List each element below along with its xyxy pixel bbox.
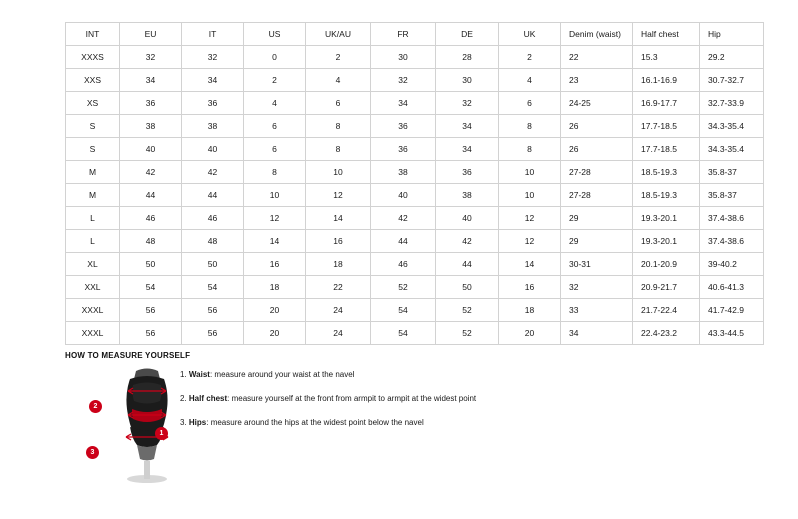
table-cell: 12 (244, 207, 306, 230)
table-cell: 2 (244, 69, 306, 92)
table-cell: 44 (371, 230, 436, 253)
table-row (66, 69, 764, 92)
table-header-cell: Half chest (633, 23, 700, 46)
table-cell: 22 (561, 46, 633, 69)
table-cell: XXXL (66, 299, 120, 322)
table-cell: 28 (436, 46, 499, 69)
table-cell: 33 (561, 299, 633, 322)
table-cell: 21.7-22.4 (633, 299, 700, 322)
table-header-cell: US (244, 23, 306, 46)
table-cell: 27-28 (561, 184, 633, 207)
table-cell: 42 (120, 161, 182, 184)
table-cell: 56 (182, 322, 244, 345)
table-cell: 8 (499, 138, 561, 161)
table-cell: 54 (120, 276, 182, 299)
table-cell: 36 (120, 92, 182, 115)
table-cell: 19.3-20.1 (633, 230, 700, 253)
table-cell: 29.2 (700, 46, 764, 69)
table-cell: 40 (120, 138, 182, 161)
table-cell: M (66, 161, 120, 184)
table-cell: 30-31 (561, 253, 633, 276)
table-cell: 36 (371, 115, 436, 138)
table-cell: 16 (306, 230, 371, 253)
table-cell: 23 (561, 69, 633, 92)
table-cell: 26 (561, 138, 633, 161)
table-cell: 10 (499, 184, 561, 207)
table-cell: 18.5-19.3 (633, 161, 700, 184)
table-cell: 34 (436, 138, 499, 161)
table-cell: 36 (371, 138, 436, 161)
table-header-cell: INT (66, 23, 120, 46)
table-header-cell: FR (371, 23, 436, 46)
table-cell: 43.3-44.5 (700, 322, 764, 345)
table-row (66, 253, 764, 276)
table-header-cell: EU (120, 23, 182, 46)
table-cell: 46 (371, 253, 436, 276)
table-cell: 18 (244, 276, 306, 299)
table-header-cell: DE (436, 23, 499, 46)
table-cell: 42 (371, 207, 436, 230)
table-header-cell: UK (499, 23, 561, 46)
table-cell: 29 (561, 230, 633, 253)
table-cell: 34 (120, 69, 182, 92)
table-cell: 20 (499, 322, 561, 345)
table-cell: 48 (182, 230, 244, 253)
table-cell: 34.3-35.4 (700, 138, 764, 161)
table-body (66, 46, 764, 345)
table-header-cell: Hip (700, 23, 764, 46)
table-cell: 2 (499, 46, 561, 69)
table-cell: 8 (244, 161, 306, 184)
table-cell: 36 (182, 92, 244, 115)
table-cell: XXXS (66, 46, 120, 69)
table-cell: 18 (306, 253, 371, 276)
step-text: : measure around your waist at the navel (209, 370, 355, 379)
table-row (66, 184, 764, 207)
table-cell: 50 (436, 276, 499, 299)
table-cell: 36 (436, 161, 499, 184)
table-cell: 42 (436, 230, 499, 253)
table-cell: 17.7-18.5 (633, 138, 700, 161)
table-cell: 38 (371, 161, 436, 184)
table-cell: 4 (306, 69, 371, 92)
table-cell: 20.9-21.7 (633, 276, 700, 299)
table-cell: 44 (120, 184, 182, 207)
table-cell: XL (66, 253, 120, 276)
table-cell: 46 (120, 207, 182, 230)
table-cell: 34 (371, 92, 436, 115)
measure-steps (180, 369, 610, 441)
table-cell: 50 (182, 253, 244, 276)
table-cell: 20 (244, 322, 306, 345)
table-cell: 34 (182, 69, 244, 92)
table-cell: XXL (66, 276, 120, 299)
step-text: : measure yourself at the front from armpit to armpit at the widest point (227, 394, 477, 403)
table-cell: 52 (436, 299, 499, 322)
table-cell: 16 (244, 253, 306, 276)
size-table-container (65, 22, 744, 345)
step-term: Waist (188, 370, 210, 379)
table-row (66, 299, 764, 322)
table-cell: 30 (371, 46, 436, 69)
table-cell: 19.3-20.1 (633, 207, 700, 230)
table-cell: 2 (306, 46, 371, 69)
table-header-row (66, 23, 764, 46)
table-cell: 18 (499, 299, 561, 322)
how-to-measure-title: HOW TO MEASURE YOURSELF (65, 351, 191, 360)
table-cell: 39-40.2 (700, 253, 764, 276)
table-cell: 14 (306, 207, 371, 230)
table-row (66, 92, 764, 115)
table-cell: 32 (561, 276, 633, 299)
step-term: Hips (188, 418, 207, 427)
table-cell: 32.7-33.9 (700, 92, 764, 115)
table-cell: S (66, 115, 120, 138)
step-number: 3. (180, 418, 187, 427)
table-cell: 24 (306, 299, 371, 322)
measure-marker-3: 3 (86, 446, 99, 459)
table-cell: 38 (120, 115, 182, 138)
table-cell: 6 (499, 92, 561, 115)
step-number: 2. (180, 394, 187, 403)
table-cell: 56 (120, 322, 182, 345)
table-cell: 32 (436, 92, 499, 115)
table-cell: 22.4-23.2 (633, 322, 700, 345)
table-cell: 8 (306, 115, 371, 138)
table-cell: 22 (306, 276, 371, 299)
table-cell: 42 (182, 161, 244, 184)
table-cell: 27-28 (561, 161, 633, 184)
table-cell: 37.4-38.6 (700, 207, 764, 230)
table-cell: 16 (499, 276, 561, 299)
table-header-cell: IT (182, 23, 244, 46)
table-cell: 15.3 (633, 46, 700, 69)
table-cell: 44 (436, 253, 499, 276)
table-cell: 18.5-19.3 (633, 184, 700, 207)
table-cell: 32 (182, 46, 244, 69)
table-cell: S (66, 138, 120, 161)
table-cell: 12 (306, 184, 371, 207)
size-conversion-table (65, 22, 764, 345)
table-row (66, 276, 764, 299)
table-cell: 54 (371, 322, 436, 345)
table-cell: 12 (499, 207, 561, 230)
table-cell: 35.8-37 (700, 161, 764, 184)
table-cell: 16.1-16.9 (633, 69, 700, 92)
table-cell: 50 (120, 253, 182, 276)
table-cell: 8 (306, 138, 371, 161)
step-term: Half chest (188, 394, 228, 403)
table-row (66, 322, 764, 345)
table-cell: 48 (120, 230, 182, 253)
table-cell: 14 (244, 230, 306, 253)
table-cell: 54 (182, 276, 244, 299)
measure-marker-2: 2 (89, 400, 102, 413)
measure-step (180, 369, 610, 380)
table-cell: 6 (306, 92, 371, 115)
step-text: : measure around the hips at the widest point below the navel (206, 418, 424, 427)
table-cell: 40.6-41.3 (700, 276, 764, 299)
table-cell: 6 (244, 115, 306, 138)
table-cell: 37.4-38.6 (700, 230, 764, 253)
table-cell: L (66, 230, 120, 253)
table-cell: 52 (371, 276, 436, 299)
table-cell: 34.3-35.4 (700, 115, 764, 138)
measure-step (180, 393, 610, 404)
step-number: 1. (180, 370, 187, 379)
table-cell: 56 (182, 299, 244, 322)
table-cell: L (66, 207, 120, 230)
table-cell: 52 (436, 322, 499, 345)
table-cell: 56 (120, 299, 182, 322)
table-row (66, 230, 764, 253)
table-row (66, 207, 764, 230)
table-row (66, 138, 764, 161)
table-cell: 35.8-37 (700, 184, 764, 207)
table-cell: 30.7-32.7 (700, 69, 764, 92)
table-cell: 32 (371, 69, 436, 92)
table-cell: 44 (182, 184, 244, 207)
table-cell: 34 (561, 322, 633, 345)
table-cell: 26 (561, 115, 633, 138)
table-cell: 30 (436, 69, 499, 92)
table-cell: 46 (182, 207, 244, 230)
table-cell: XXS (66, 69, 120, 92)
table-cell: 4 (244, 92, 306, 115)
table-cell: 41.7-42.9 (700, 299, 764, 322)
table-cell: 32 (120, 46, 182, 69)
table-cell: 16.9-17.7 (633, 92, 700, 115)
table-cell: XXXL (66, 322, 120, 345)
table-cell: 17.7-18.5 (633, 115, 700, 138)
table-header-cell: Denim (waist) (561, 23, 633, 46)
table-row (66, 46, 764, 69)
measure-marker-1: 1 (155, 427, 168, 440)
table-cell: 8 (499, 115, 561, 138)
table-cell: 40 (371, 184, 436, 207)
table-cell: 14 (499, 253, 561, 276)
table-cell: 40 (436, 207, 499, 230)
table-row (66, 115, 764, 138)
table-cell: 4 (499, 69, 561, 92)
table-cell: 54 (371, 299, 436, 322)
table-cell: XS (66, 92, 120, 115)
measure-step (180, 417, 610, 428)
table-cell: 10 (306, 161, 371, 184)
table-cell: 29 (561, 207, 633, 230)
table-cell: M (66, 184, 120, 207)
table-cell: 20 (244, 299, 306, 322)
table-row (66, 161, 764, 184)
table-cell: 6 (244, 138, 306, 161)
table-cell: 10 (244, 184, 306, 207)
table-cell: 20.1-20.9 (633, 253, 700, 276)
table-cell: 40 (182, 138, 244, 161)
table-cell: 24 (306, 322, 371, 345)
table-cell: 38 (182, 115, 244, 138)
table-cell: 38 (436, 184, 499, 207)
table-cell: 0 (244, 46, 306, 69)
table-cell: 12 (499, 230, 561, 253)
table-header-cell: UK/AU (306, 23, 371, 46)
table-cell: 34 (436, 115, 499, 138)
table-cell: 10 (499, 161, 561, 184)
table-cell: 24-25 (561, 92, 633, 115)
